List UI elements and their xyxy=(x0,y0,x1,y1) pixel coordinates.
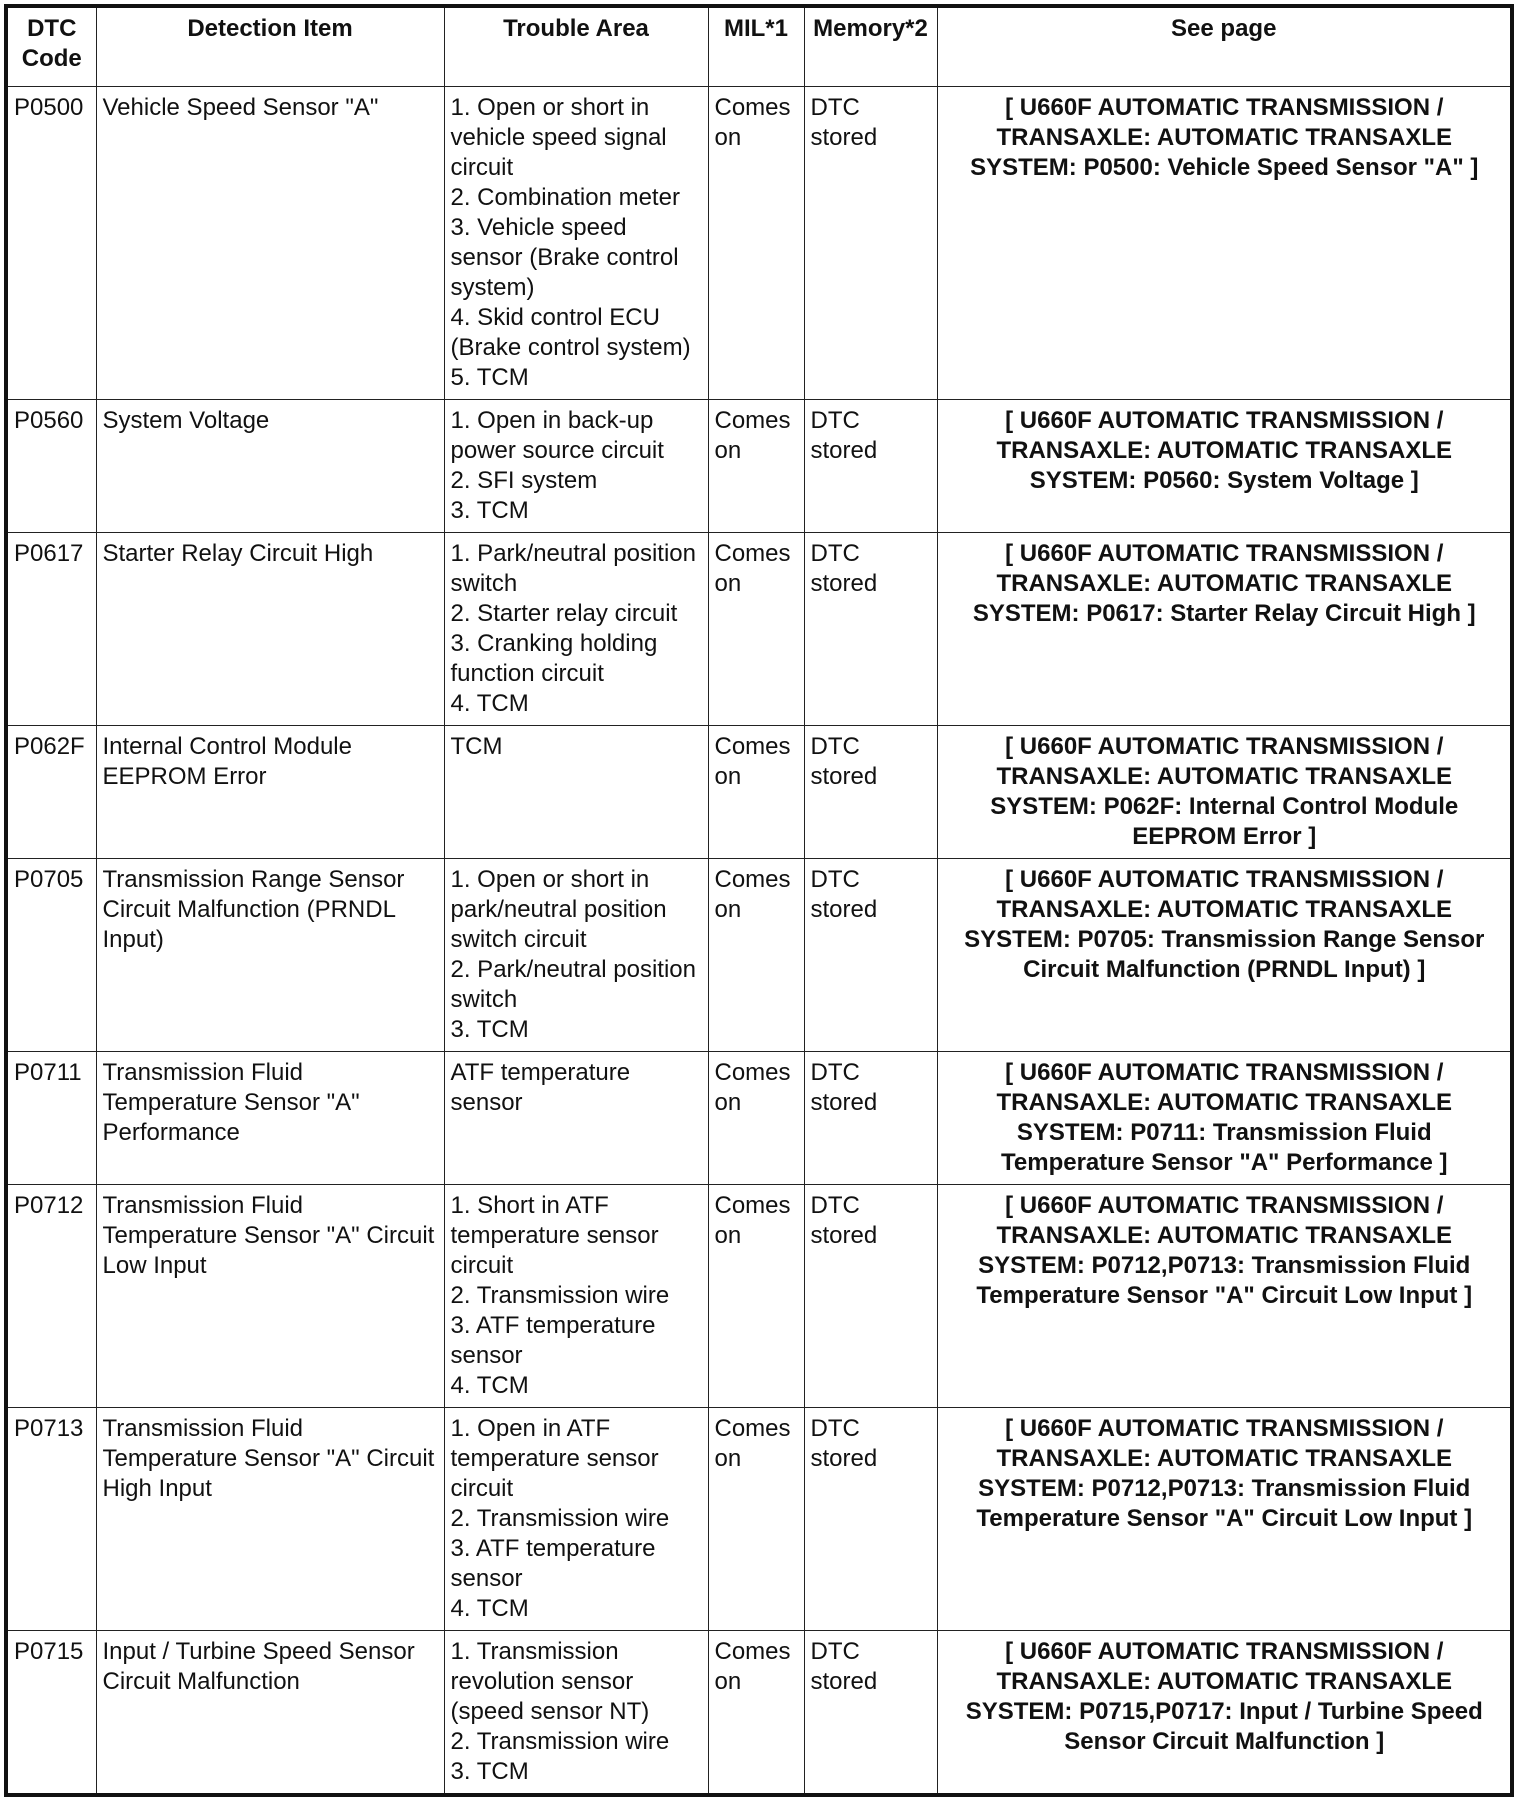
mil-status: Comes on xyxy=(708,1185,804,1408)
trouble-area-item: 1. Open in ATF temperature sensor circuit xyxy=(450,1415,659,1502)
table-row xyxy=(6,400,1512,533)
trouble-area-item: 2. SFI system xyxy=(450,467,598,494)
trouble-area-item: 1. Open or short in vehicle speed signal circuit xyxy=(450,94,667,181)
trouble-area-item: 3. ATF temperature sensor xyxy=(450,1535,656,1592)
trouble-area-item: 1. Short in ATF temperature sensor circuit xyxy=(450,1192,659,1279)
trouble-area-item: 2. Transmission wire xyxy=(450,1282,670,1309)
table-row xyxy=(6,1185,1512,1408)
detection-item: Starter Relay Circuit High xyxy=(96,533,444,726)
trouble-area xyxy=(444,859,708,1052)
memory-status: DTC stored xyxy=(804,1408,937,1631)
dtc-code: P0715 xyxy=(6,1631,96,1796)
trouble-area xyxy=(444,400,708,533)
detection-item: Input / Turbine Speed Sensor Circuit Malfunction xyxy=(96,1631,444,1796)
detection-item: Transmission Fluid Temperature Sensor "A" Performance xyxy=(96,1052,444,1185)
trouble-area-item: 3. ATF temperature sensor xyxy=(450,1312,656,1369)
mil-status: Comes on xyxy=(708,87,804,400)
trouble-area-item: 1. Open in back-up power source circuit xyxy=(450,407,664,464)
trouble-area-item: 2. Transmission wire xyxy=(450,1728,670,1755)
mil-status: Comes on xyxy=(708,533,804,726)
header-detection-item: Detection Item xyxy=(96,6,444,87)
see-page-link[interactable]: [ U660F AUTOMATIC TRANSMISSION / TRANSAXLE: AUTOMATIC TRANSAXLE SYSTEM: P0712,P0713: Transmission Fluid Temperature Sensor "A" Circuit Low Input ] xyxy=(937,1185,1512,1408)
see-page-link[interactable]: [ U660F AUTOMATIC TRANSMISSION / TRANSAXLE: AUTOMATIC TRANSAXLE SYSTEM: P0705: Transmission Range Sensor Circuit Malfunction (PRNDL Input) ] xyxy=(937,859,1512,1052)
detection-item: Vehicle Speed Sensor "A" xyxy=(96,87,444,400)
trouble-area-item: 3. Cranking holding function circuit xyxy=(450,630,658,687)
dtc-code: P0712 xyxy=(6,1185,96,1408)
see-page-link[interactable]: [ U660F AUTOMATIC TRANSMISSION / TRANSAXLE: AUTOMATIC TRANSAXLE SYSTEM: P0712,P0713: Transmission Fluid Temperature Sensor "A" Circuit Low Input ] xyxy=(937,1408,1512,1631)
dtc-code: P062F xyxy=(6,726,96,859)
mil-status: Comes on xyxy=(708,859,804,1052)
table-row xyxy=(6,533,1512,726)
detection-item: System Voltage xyxy=(96,400,444,533)
header-trouble-area: Trouble Area xyxy=(444,6,708,87)
trouble-area-item: 4. TCM xyxy=(450,1595,529,1622)
memory-status: DTC stored xyxy=(804,533,937,726)
trouble-area-item: 3. Vehicle speed sensor (Brake control system) xyxy=(450,214,679,301)
trouble-area-item: 4. TCM xyxy=(450,1372,529,1399)
dtc-code: P0713 xyxy=(6,1408,96,1631)
trouble-area xyxy=(444,1052,708,1185)
memory-status: DTC stored xyxy=(804,726,937,859)
header-memory: Memory*2 xyxy=(804,6,937,87)
see-page-link[interactable]: [ U660F AUTOMATIC TRANSMISSION / TRANSAXLE: AUTOMATIC TRANSAXLE SYSTEM: P0711: Transmission Fluid Temperature Sensor "A" Performance ] xyxy=(937,1052,1512,1185)
see-page-link[interactable]: [ U660F AUTOMATIC TRANSMISSION / TRANSAXLE: AUTOMATIC TRANSAXLE SYSTEM: P062F: Internal Control Module EEPROM Error ] xyxy=(937,726,1512,859)
trouble-area xyxy=(444,1631,708,1796)
dtc-table xyxy=(4,4,1514,1797)
table-row xyxy=(6,859,1512,1052)
trouble-area-item: 3. TCM xyxy=(450,497,529,524)
see-page-link[interactable]: [ U660F AUTOMATIC TRANSMISSION / TRANSAXLE: AUTOMATIC TRANSAXLE SYSTEM: P0560: System Voltage ] xyxy=(937,400,1512,533)
header-dtc-code: DTC Code xyxy=(6,6,96,87)
dtc-code: P0705 xyxy=(6,859,96,1052)
table-row xyxy=(6,726,1512,859)
mil-status: Comes on xyxy=(708,1052,804,1185)
trouble-area-item: 2. Combination meter xyxy=(450,184,680,211)
detection-item: Transmission Fluid Temperature Sensor "A" Circuit High Input xyxy=(96,1408,444,1631)
detection-item: Transmission Fluid Temperature Sensor "A" Circuit Low Input xyxy=(96,1185,444,1408)
table-row xyxy=(6,87,1512,400)
trouble-area xyxy=(444,1408,708,1631)
table-row xyxy=(6,1408,1512,1631)
memory-status: DTC stored xyxy=(804,87,937,400)
trouble-area xyxy=(444,1185,708,1408)
dtc-code: P0617 xyxy=(6,533,96,726)
memory-status: DTC stored xyxy=(804,859,937,1052)
trouble-area-item: 1. Park/neutral position switch xyxy=(450,540,696,597)
dtc-code: P0711 xyxy=(6,1052,96,1185)
trouble-area-item: 2. Park/neutral position switch xyxy=(450,956,696,1013)
header-see-page: See page xyxy=(937,6,1512,87)
trouble-area xyxy=(444,87,708,400)
memory-status: DTC stored xyxy=(804,1185,937,1408)
memory-status: DTC stored xyxy=(804,400,937,533)
trouble-area-item: 2. Starter relay circuit xyxy=(450,600,678,627)
memory-status: DTC stored xyxy=(804,1631,937,1796)
trouble-area-item: 4. Skid control ECU (Brake control system) xyxy=(450,304,691,361)
detection-item: Transmission Range Sensor Circuit Malfunction (PRNDL Input) xyxy=(96,859,444,1052)
trouble-area-item: 3. TCM xyxy=(450,1758,529,1785)
trouble-area-item: 5. TCM xyxy=(450,364,529,391)
trouble-area-item: 2. Transmission wire xyxy=(450,1505,670,1532)
detection-item: Internal Control Module EEPROM Error xyxy=(96,726,444,859)
trouble-area xyxy=(444,533,708,726)
mil-status: Comes on xyxy=(708,1631,804,1796)
memory-status: DTC stored xyxy=(804,1052,937,1185)
see-page-link[interactable]: [ U660F AUTOMATIC TRANSMISSION / TRANSAXLE: AUTOMATIC TRANSAXLE SYSTEM: P0715,P0717: Input / Turbine Speed Sensor Circuit Malfunction ] xyxy=(937,1631,1512,1796)
trouble-area-item: 3. TCM xyxy=(450,1016,529,1043)
trouble-area-item: ATF temperature sensor xyxy=(450,1059,631,1116)
trouble-area xyxy=(444,726,708,859)
trouble-area-item: TCM xyxy=(450,733,503,760)
table-row xyxy=(6,1052,1512,1185)
dtc-code: P0560 xyxy=(6,400,96,533)
see-page-link[interactable]: [ U660F AUTOMATIC TRANSMISSION / TRANSAXLE: AUTOMATIC TRANSAXLE SYSTEM: P0617: Starter Relay Circuit High ] xyxy=(937,533,1512,726)
table-row xyxy=(6,1631,1512,1796)
mil-status: Comes on xyxy=(708,400,804,533)
see-page-link[interactable]: [ U660F AUTOMATIC TRANSMISSION / TRANSAXLE: AUTOMATIC TRANSAXLE SYSTEM: P0500: Vehicle Speed Sensor "A" ] xyxy=(937,87,1512,400)
header-row xyxy=(6,6,1512,87)
trouble-area-item: 4. TCM xyxy=(450,690,529,717)
dtc-code: P0500 xyxy=(6,87,96,400)
trouble-area-item: 1. Transmission revolution sensor (speed sensor NT) xyxy=(450,1638,650,1725)
mil-status: Comes on xyxy=(708,726,804,859)
header-mil: MIL*1 xyxy=(708,6,804,87)
mil-status: Comes on xyxy=(708,1408,804,1631)
trouble-area-item: 1. Open or short in park/neutral position switch circuit xyxy=(450,866,667,953)
